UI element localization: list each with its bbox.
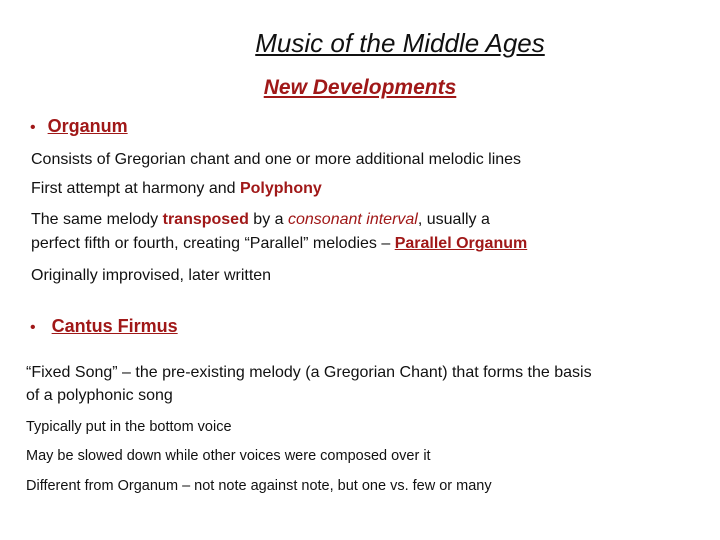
slide-title	[0, 28, 720, 59]
cantus-line-4: May be slowed down while other voices were composed over it	[26, 448, 431, 464]
organum-line-5: Originally improvised, later written	[31, 267, 272, 284]
cantus-firmus-heading: Cantus Firmus	[51, 316, 178, 336]
organum-line-2	[31, 180, 322, 198]
organum-line-3-text-c: by a	[248, 211, 288, 228]
consonant-interval-term: consonant interval	[288, 211, 418, 228]
cantus-line-2: of a polyphonic song	[26, 387, 173, 404]
cantus-line-1: “Fixed Song” – the pre-existing melody (a Gregorian Chant) that forms the basis	[26, 364, 592, 381]
parallel-organum-term: Parallel Organum	[394, 235, 528, 252]
polyphony-term: Polyphony	[239, 180, 322, 197]
cantus-line-5: Different from Organum – not note against note, but one vs. few or many	[26, 478, 492, 494]
organum-heading-row	[30, 116, 128, 137]
organum-line-1: Consists of Gregorian chant and one or more additional melodic lines	[31, 151, 522, 168]
slide-subtitle	[0, 76, 720, 100]
transposed-term: transposed	[162, 211, 249, 228]
slide-title-text: Music of the Middle Ages	[255, 28, 545, 58]
cantus-firmus-heading-row	[30, 316, 178, 337]
bullet-icon: •	[30, 119, 36, 136]
organum-line-4-text: perfect fifth or fourth, creating “Parallel” melodies –	[31, 235, 395, 252]
organum-line-2-text: First attempt at harmony and	[31, 180, 240, 197]
cantus-line-3: Typically put in the bottom voice	[26, 419, 232, 435]
slide-subtitle-text: New Developments	[263, 76, 457, 99]
organum-line-4	[31, 235, 527, 253]
organum-line-3-text-e: , usually a	[417, 211, 490, 228]
organum-line-3	[31, 211, 490, 229]
organum-heading: Organum	[47, 116, 128, 136]
organum-line-3-text-a: The same melody	[31, 211, 163, 228]
bullet-icon: •	[30, 319, 36, 336]
